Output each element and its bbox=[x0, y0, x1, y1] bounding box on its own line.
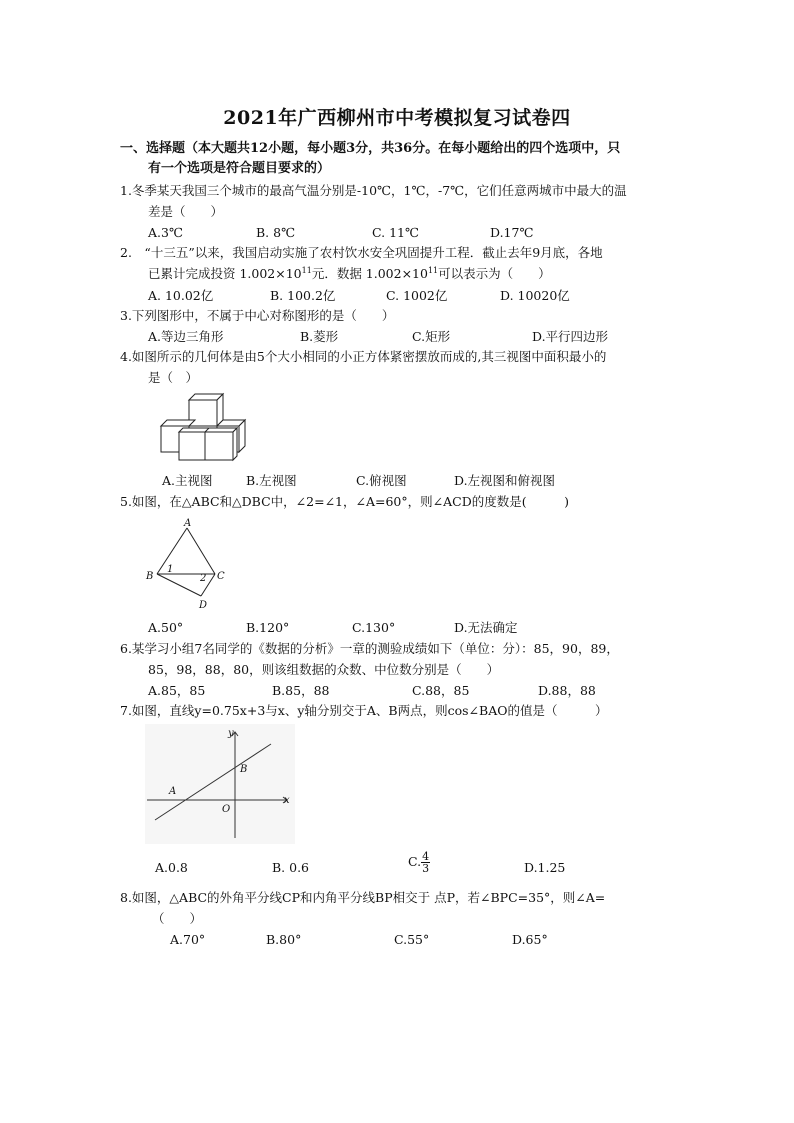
q3-option-a: A.等边三角形 bbox=[148, 329, 224, 344]
q7-fraction-denominator: 3 bbox=[422, 862, 430, 875]
q4-option-d: D.左视图和俯视图 bbox=[454, 473, 556, 488]
q5-line1: 5.如图，在△ABC和△DBC中，∠2=∠1，∠A=60°，则∠ACD的度数是( ) bbox=[120, 494, 569, 509]
q8-option-b: B.80° bbox=[266, 932, 302, 947]
q7-line1: 7.如图，直线y=0.75x+3与x、y轴分别交于A、B两点，则cos∠BAO的值是（ ） bbox=[120, 703, 608, 718]
q1-line1: 1.冬季某天我国三个城市的最高气温分别是-10℃，1℃，-7℃，它们任意两城市中最大的温 bbox=[120, 183, 627, 198]
q3-line1: 3.下列图形中，不属于中心对称图形的是（ ） bbox=[120, 308, 395, 323]
q4-line1: 4.如图所示的几何体是由5个大小相同的小正方体紧密摆放而成的,其三视图中面积最小的 bbox=[120, 349, 607, 364]
q2-line2 bbox=[148, 265, 551, 283]
q8-line2: （ ） bbox=[152, 911, 203, 926]
q3-option-c: C.矩形 bbox=[412, 329, 451, 344]
q7-label-b: B bbox=[240, 764, 248, 775]
q2-option-d: D. 10020亿 bbox=[500, 288, 570, 303]
q4-line2: 是（ ） bbox=[148, 370, 199, 385]
q6-line1: 6.某学习小组7名同学的《数据的分析》一章的测验成绩如下（单位：分）：85，90，89， bbox=[120, 641, 619, 656]
q1-option-c: C. 11℃ bbox=[372, 225, 419, 240]
q1-option-b: B. 8℃ bbox=[256, 225, 296, 240]
q7-label-a: A bbox=[169, 786, 177, 797]
q2-exponent-1: 11 bbox=[301, 266, 312, 275]
q6-option-d: D.88，88 bbox=[538, 683, 596, 698]
q5-label-c: C bbox=[217, 571, 225, 582]
q7-label-y-axis: y bbox=[228, 728, 234, 739]
q6-option-c: C.88，85 bbox=[412, 683, 470, 698]
q7-option-c-label: C. bbox=[408, 854, 422, 869]
section-heading-line1: 一、选择题（本大题共12小题，每小题3分，共36分。在每小题给出的四个选项中，只 bbox=[120, 141, 621, 156]
page-title: 2021年广西柳州市中考模拟复习试卷四 bbox=[223, 107, 571, 129]
q2-line1: 2. “十三五”以来，我国启动实施了农村饮水安全巩固提升工程．截止去年9月底，各地 bbox=[120, 245, 603, 260]
q1-line2: 差是（ ） bbox=[148, 204, 224, 219]
q5-label-angle2: 2 bbox=[200, 573, 207, 584]
q7-fraction-numerator: 4 bbox=[422, 850, 430, 863]
q5-label-angle1: 1 bbox=[167, 564, 174, 575]
q2-option-c: C. 1002亿 bbox=[386, 288, 448, 303]
q1-option-a: A.3℃ bbox=[148, 225, 183, 240]
q1-option-d: D.17℃ bbox=[490, 225, 534, 240]
q7-label-x-axis: x bbox=[284, 795, 290, 806]
q5-label-b: B bbox=[146, 571, 154, 582]
q7-line-graph-figure bbox=[145, 724, 295, 844]
q4-option-c: C.俯视图 bbox=[356, 473, 407, 488]
q5-option-c: C.130° bbox=[352, 620, 396, 635]
q2-option-a: A. 10.02亿 bbox=[148, 288, 214, 303]
q2-text-b: 元．数据 1.002×10 bbox=[311, 266, 428, 281]
q7-option-c-fraction bbox=[421, 851, 430, 874]
q7-label-o: O bbox=[222, 804, 231, 815]
q3-option-d: D.平行四边形 bbox=[532, 329, 609, 344]
q6-line2: 85，98，88，80，则该组数据的众数、中位数分别是（ ） bbox=[148, 662, 500, 677]
q8-option-c: C.55° bbox=[394, 932, 430, 947]
q5-option-d: D.无法确定 bbox=[454, 620, 518, 635]
q4-option-b: B.左视图 bbox=[246, 473, 297, 488]
q8-option-a: A.70° bbox=[170, 932, 206, 947]
q2-text-a: 已累计完成投资 1.002×10 bbox=[148, 266, 302, 281]
q7-option-a: A.0.8 bbox=[155, 860, 188, 875]
q7-option-b: B. 0.6 bbox=[272, 860, 310, 875]
q4-cubes-figure bbox=[155, 392, 245, 464]
q5-option-b: B.120° bbox=[246, 620, 290, 635]
q2-exponent-2: 11 bbox=[427, 266, 439, 275]
q5-option-a: A.50° bbox=[148, 620, 184, 635]
q5-triangle-figure bbox=[143, 518, 233, 613]
q5-label-a: A bbox=[184, 518, 192, 529]
q5-label-d: D bbox=[199, 600, 208, 611]
q7-option-c bbox=[408, 851, 430, 874]
q8-line1: 8.如图，△ABC的外角平分线CP和内角平分线BP相交于 点P，若∠BPC=35°，则∠A= bbox=[120, 890, 606, 905]
section-heading-line2: 有一个选项是符合题目要求的） bbox=[148, 161, 331, 176]
q4-option-a: A.主视图 bbox=[162, 473, 213, 488]
q2-option-b: B. 100.2亿 bbox=[270, 288, 336, 303]
q8-option-d: D.65° bbox=[512, 932, 548, 947]
q6-option-b: B.85，88 bbox=[272, 683, 330, 698]
q6-option-a: A.85，85 bbox=[148, 683, 206, 698]
q7-option-d: D.1.25 bbox=[524, 860, 566, 875]
q3-option-b: B.菱形 bbox=[300, 329, 339, 344]
q2-text-c: 可以表示为（ ） bbox=[438, 266, 551, 281]
